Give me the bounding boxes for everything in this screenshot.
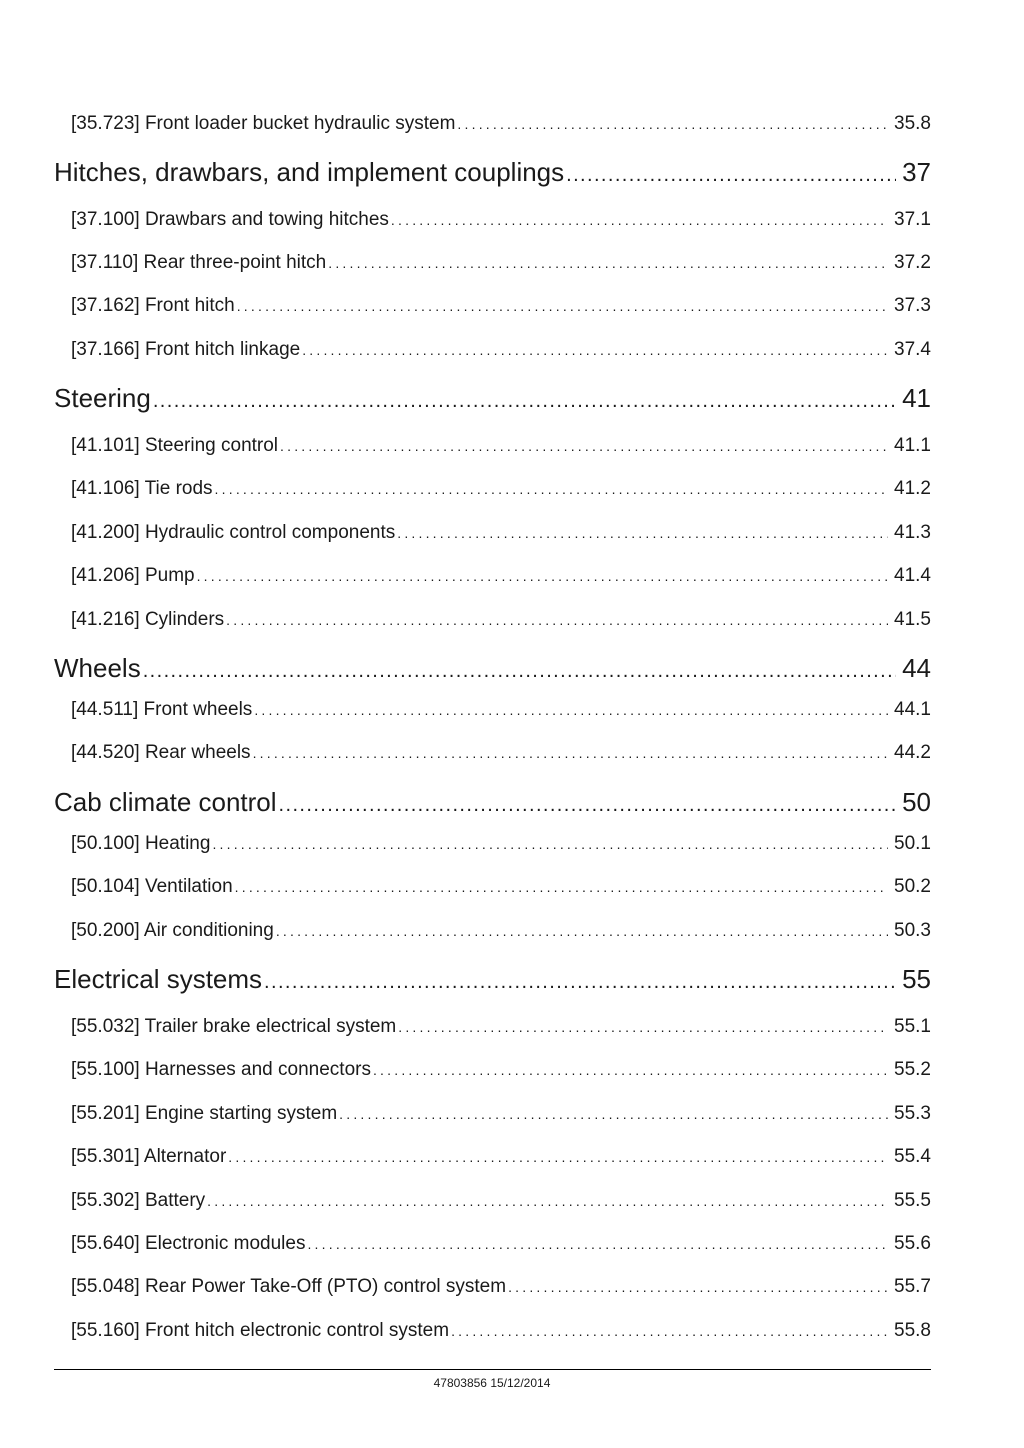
toc-entry-title: [41.206] Pump xyxy=(71,565,195,586)
toc-entry[interactable] xyxy=(71,565,931,587)
toc-entry-title: [50.200] Air conditioning xyxy=(71,920,274,941)
toc-entry-page: 37.4 xyxy=(894,339,931,360)
toc-entry[interactable] xyxy=(71,1059,931,1081)
toc-entry-title: [37.166] Front hitch linkage xyxy=(71,339,301,360)
toc-entry-page: 55.3 xyxy=(894,1103,931,1124)
toc-entry[interactable] xyxy=(71,1276,931,1298)
toc-entry-title: [50.100] Heating xyxy=(71,833,211,854)
leader-dots xyxy=(276,923,888,939)
toc-entry[interactable] xyxy=(71,339,931,361)
toc-entry-page: 41.2 xyxy=(894,478,931,499)
leader-dots xyxy=(457,116,888,132)
toc-entry[interactable] xyxy=(71,1320,931,1342)
toc-entry-page: 50.3 xyxy=(894,920,931,941)
leader-dots xyxy=(451,1323,888,1339)
toc-section[interactable] xyxy=(54,383,931,414)
leader-dots xyxy=(226,612,888,628)
toc-entry[interactable] xyxy=(71,876,931,898)
leader-dots xyxy=(235,879,888,895)
toc-entry[interactable] xyxy=(71,1103,931,1125)
toc-entry-page: 37.1 xyxy=(894,209,931,230)
toc-entry[interactable] xyxy=(71,742,931,764)
toc-entry-title: [55.032] Trailer brake electrical system xyxy=(71,1016,397,1037)
leader-dots xyxy=(264,971,896,994)
toc-entry[interactable] xyxy=(71,833,931,855)
toc-entry[interactable] xyxy=(71,252,931,274)
toc-section-title: Steering xyxy=(54,383,151,413)
leader-dots xyxy=(373,1062,888,1078)
toc-entry[interactable] xyxy=(71,522,931,544)
leader-dots xyxy=(228,1149,888,1165)
toc-section[interactable] xyxy=(54,964,931,995)
leader-dots xyxy=(566,164,896,187)
leader-dots xyxy=(207,1193,888,1209)
leader-dots xyxy=(397,525,888,541)
toc-entry-title: [35.723] Front loader bucket hydraulic system xyxy=(71,113,456,134)
toc-entry-page: 44.2 xyxy=(894,742,931,763)
toc-entry-page: 50.2 xyxy=(894,876,931,897)
toc-entry-title: [41.106] Tie rods xyxy=(71,478,213,499)
toc-entry-title: [37.162] Front hitch xyxy=(71,295,235,316)
toc-entry-title: [37.110] Rear three-point hitch xyxy=(71,252,327,273)
toc-section-title: Cab climate control xyxy=(54,787,277,817)
footer-divider xyxy=(54,1369,931,1370)
toc-entry-page: 55.8 xyxy=(894,1320,931,1341)
toc-entry-title: [50.104] Ventilation xyxy=(71,876,233,897)
leader-dots xyxy=(212,836,888,852)
toc-entry-page: 55.2 xyxy=(894,1059,931,1080)
toc-entry-title: [41.200] Hydraulic control components xyxy=(71,522,396,543)
toc-entry[interactable] xyxy=(71,478,931,500)
toc-entry-page: 55.1 xyxy=(894,1016,931,1037)
leader-dots xyxy=(339,1106,888,1122)
toc-section[interactable] xyxy=(54,787,931,818)
toc-entry-title: [55.160] Front hitch electronic control system xyxy=(71,1320,450,1341)
toc-section-page: 55 xyxy=(902,964,931,994)
toc-entry[interactable] xyxy=(71,920,931,942)
leader-dots xyxy=(153,390,896,413)
toc-entry-title: [37.100] Drawbars and towing hitches xyxy=(71,209,389,230)
toc-section[interactable] xyxy=(54,653,931,684)
toc-entry[interactable] xyxy=(71,1190,931,1212)
toc-entry[interactable] xyxy=(71,609,931,631)
toc-section-page: 50 xyxy=(902,787,931,817)
toc-entry-page: 41.1 xyxy=(894,435,931,456)
leader-dots xyxy=(302,342,888,358)
toc-entry-page: 55.4 xyxy=(894,1146,931,1167)
toc-entry-page: 41.4 xyxy=(894,565,931,586)
toc-entry-page: 50.1 xyxy=(894,833,931,854)
toc-section-title: Electrical systems xyxy=(54,964,263,994)
toc-entry-title: [44.511] Front wheels xyxy=(71,699,253,720)
leader-dots xyxy=(398,1019,888,1035)
leader-dots xyxy=(279,794,897,817)
toc-entry-title: [55.201] Engine starting system xyxy=(71,1103,338,1124)
leader-dots xyxy=(253,745,888,761)
toc-entry-page: 37.2 xyxy=(894,252,931,273)
leader-dots xyxy=(197,568,888,584)
toc-section-title: Wheels xyxy=(54,653,141,683)
toc-section-title: Hitches, drawbars, and implement couplings xyxy=(54,157,565,187)
toc-section[interactable] xyxy=(54,157,931,188)
leader-dots xyxy=(237,298,888,314)
toc-section-page: 44 xyxy=(902,653,931,683)
toc-entry[interactable] xyxy=(71,1016,931,1038)
toc-entry-page: 55.6 xyxy=(894,1233,931,1254)
toc-entry-title: [55.302] Battery xyxy=(71,1190,206,1211)
leader-dots xyxy=(508,1279,888,1295)
toc-entry-page: 37.3 xyxy=(894,295,931,316)
toc-entry-page: 55.5 xyxy=(894,1190,931,1211)
leader-dots xyxy=(391,212,888,228)
toc-section-page: 41 xyxy=(902,383,931,413)
toc-entry-title: [44.520] Rear wheels xyxy=(71,742,251,763)
toc-entry[interactable] xyxy=(71,209,931,231)
leader-dots xyxy=(215,481,888,497)
toc-entry-page: 41.3 xyxy=(894,522,931,543)
leader-dots xyxy=(328,255,888,271)
toc-entry-title: [55.640] Electronic modules xyxy=(71,1233,306,1254)
toc-entry-page: 55.7 xyxy=(894,1276,931,1297)
leader-dots xyxy=(307,1236,888,1252)
toc-entry-title: [55.048] Rear Power Take-Off (PTO) control system xyxy=(71,1276,507,1297)
toc-entry-title: [55.100] Harnesses and connectors xyxy=(71,1059,371,1080)
toc-entry-page: 35.8 xyxy=(894,113,931,134)
toc-entry-title: [55.301] Alternator xyxy=(71,1146,227,1167)
toc-entry[interactable] xyxy=(71,295,931,317)
leader-dots xyxy=(254,702,888,718)
toc-entry[interactable] xyxy=(71,1146,931,1168)
toc-entry[interactable] xyxy=(71,113,931,135)
toc-entry-page: 44.1 xyxy=(894,699,931,720)
leader-dots xyxy=(280,438,888,454)
toc-entry-title: [41.101] Steering control xyxy=(71,435,279,456)
toc-section-page: 37 xyxy=(902,157,931,187)
leader-dots xyxy=(143,660,896,683)
toc-entry[interactable] xyxy=(71,1233,931,1255)
toc-entry[interactable] xyxy=(71,435,931,457)
toc-entry[interactable] xyxy=(71,699,931,721)
footer-document-id: 47803856 15/12/2014 xyxy=(433,1376,551,1390)
toc-entry-page: 41.5 xyxy=(894,609,931,630)
toc-entry-title: [41.216] Cylinders xyxy=(71,609,225,630)
